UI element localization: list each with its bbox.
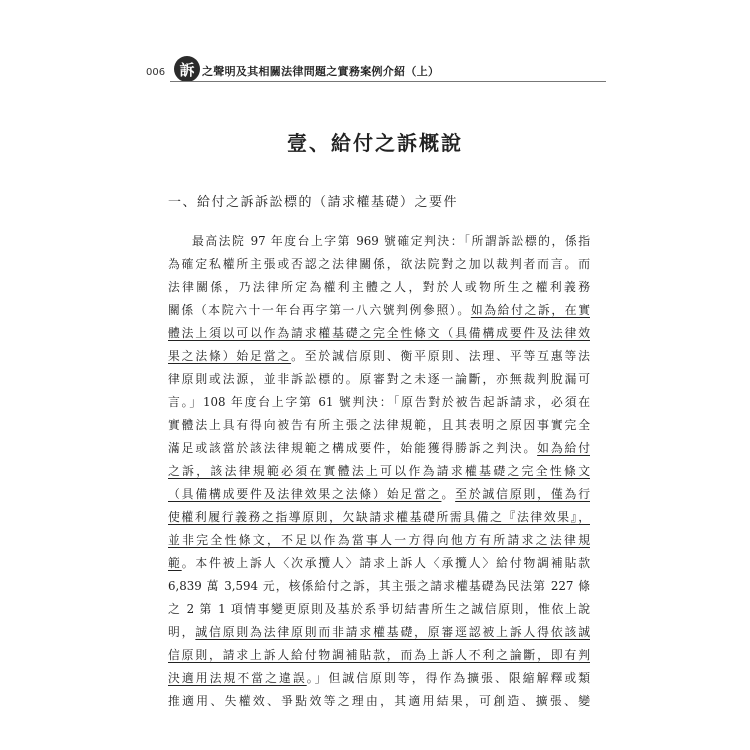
body-text-segment: 律原則或法源，並非訴訟標的。原審對之未逐一論斷，亦無裁判脫漏可 bbox=[168, 372, 590, 386]
body-line bbox=[168, 621, 590, 644]
body-text-segment: 滿足或該當於該法律規範之構成要件，始能獲得勝訴之判決。 bbox=[168, 441, 538, 455]
body-line bbox=[168, 552, 590, 575]
underlined-text: 之訴，該法律規範必須在實體法上可以作為請求權基礎之完全性條文 bbox=[168, 464, 590, 478]
body-line bbox=[168, 368, 590, 391]
underlined-text: 信原則，請求上訴人給付物調補貼款，而為上訴人不利之論斷，即有判 bbox=[168, 648, 590, 662]
chapter-logo-icon: 訴 bbox=[174, 56, 200, 82]
body-text-segment: 推適用、失權效、爭點效等之理由，其適用結果，可創造、擴張、變 bbox=[168, 694, 590, 708]
body-line bbox=[168, 437, 590, 460]
body-line bbox=[168, 667, 590, 690]
body-line bbox=[168, 322, 590, 345]
body-line bbox=[168, 230, 590, 253]
running-title: 之聲明及其相關法律問題之實務案例介紹（上） bbox=[202, 65, 440, 78]
underlined-text: 範 bbox=[168, 556, 182, 570]
underlined-text: （具備構成要件及法律效果之法條）始足當之 bbox=[168, 487, 442, 501]
underlined-text: 決適用法規不當之違誤 bbox=[168, 671, 307, 685]
body-text-segment: 。 bbox=[441, 487, 456, 501]
section-heading: 一、給付之訴訴訟標的（請求權基礎）之要件 bbox=[168, 195, 459, 210]
body-text-segment: 關係（本院六十一年台再字第一八六號判例參照）。 bbox=[168, 303, 471, 317]
body-text bbox=[168, 230, 590, 713]
body-line bbox=[168, 506, 590, 529]
underlined-text: 至於誠信原則，僅為行 bbox=[455, 487, 590, 501]
underlined-text: 如為給付之訴，在實 bbox=[470, 303, 590, 317]
body-text-segment: 言。」108 年度台上字第 61 號判決：「原告對於被告起訴請求，必須在 bbox=[168, 395, 590, 409]
chapter-title: 壹、給付之訴概說 bbox=[287, 131, 463, 155]
underlined-text: 果之法條）始足當之 bbox=[168, 349, 292, 363]
body-line bbox=[168, 276, 590, 299]
body-line bbox=[168, 529, 590, 552]
body-line bbox=[168, 299, 590, 322]
body-text-segment: 明， bbox=[168, 625, 196, 639]
header-rule bbox=[170, 81, 606, 82]
body-line bbox=[168, 483, 590, 506]
body-line bbox=[168, 414, 590, 437]
body-line bbox=[168, 345, 590, 368]
body-text-segment: 實體法上具有得向被告有所主張之法律規範，且其表明之原因事實完全 bbox=[168, 418, 590, 432]
underlined-text: 使權利履行義務之指導原則，欠缺請求權基礎所需具備之『法律效果』， bbox=[168, 510, 590, 524]
body-text-segment: 。至於誠信原則、衡平原則、法理、平等互惠等法 bbox=[291, 349, 590, 363]
body-text-segment: 法律關係，乃法律所定為權利主體之人，對於人或物所生之權利義務 bbox=[168, 280, 590, 294]
page-number: 006 bbox=[146, 66, 166, 78]
body-text-segment: 6,839 萬 3,594 元，核係給付之訴，其主張之請求權基礎為民法第 227 條 bbox=[168, 579, 590, 593]
body-text-segment: 最高法院 97 年度台上字第 969 號確定判決：「所謂訴訟標的，係指 bbox=[192, 234, 590, 248]
underlined-text: 體法上須以可以作為請求權基礎之完全性條文（具備構成要件及法律效 bbox=[168, 326, 590, 340]
underlined-text: 並非完全性條文，不足以作為當事人一方得向他方有所請求之法律規 bbox=[168, 533, 590, 547]
body-line bbox=[168, 253, 590, 276]
underlined-text: 如為給付 bbox=[537, 441, 590, 455]
body-text-segment: 。」但誠信原則等，得作為擴張、限縮解釋或類 bbox=[306, 671, 590, 685]
body-line bbox=[168, 598, 590, 621]
body-line bbox=[168, 460, 590, 483]
body-line bbox=[168, 391, 590, 414]
body-line bbox=[168, 690, 590, 713]
body-text-segment: 為確定私權所主張或否認之法律關係，欲法院對之加以裁判者而言。而 bbox=[168, 257, 590, 271]
body-text-segment: 。本件被上訴人〈次承攬人〉請求上訴人〈承攬人〉給付物調補貼款 bbox=[181, 556, 590, 570]
body-line bbox=[168, 575, 590, 598]
body-text-segment: 之 2 第 1 項情事變更原則及基於系爭切結書所生之誠信原則，惟依上說 bbox=[168, 602, 590, 616]
underlined-text: 誠信原則為法律原則而非請求權基礎，原審逕認被上訴人得依該誠 bbox=[195, 625, 590, 639]
body-line bbox=[168, 644, 590, 667]
